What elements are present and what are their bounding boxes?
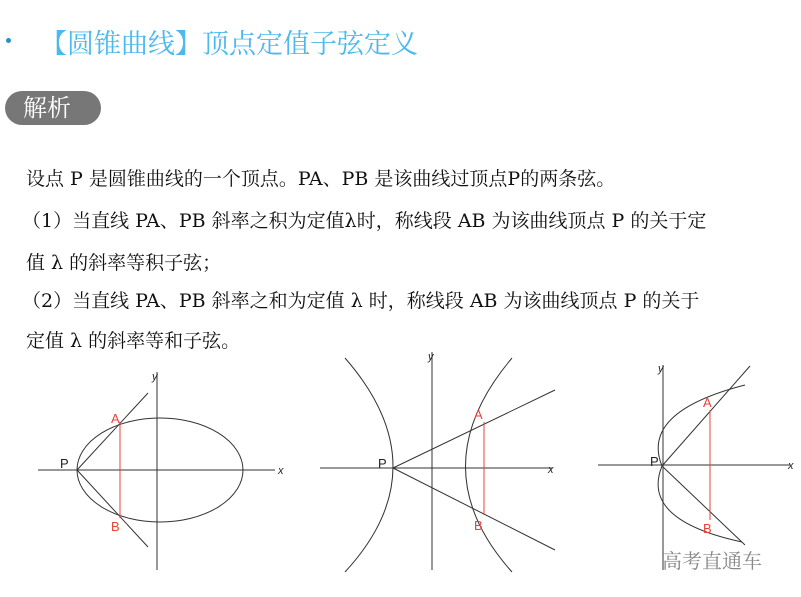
label-y: y — [658, 363, 664, 375]
paragraph: 设点 P 是圆锥曲线的一个顶点。PA、PB 是该曲线过顶点P的两条弦。 — [26, 168, 616, 190]
label-x: x — [548, 464, 554, 476]
label-p: P — [650, 454, 659, 469]
label-p: P — [60, 456, 69, 471]
label-a: A — [474, 407, 483, 422]
label-a: A — [703, 395, 712, 410]
paragraph: （2）当直线 PA、PB 斜率之和为定值 λ 时，称线段 AB 为该曲线顶点 P 的关于 — [22, 290, 700, 312]
ellipse-diagram — [38, 372, 275, 570]
label-x: x — [788, 460, 794, 472]
label-b: B — [474, 518, 483, 533]
paragraph: （1）当直线 PA、PB 斜率之积为定值λ时，称线段 AB 为该曲线顶点 P 的关于定 — [22, 210, 707, 232]
parabola-diagram — [598, 365, 790, 570]
paragraph: 值 λ 的斜率等积子弦； — [26, 252, 222, 274]
paragraph: 定值 λ 的斜率等和子弦。 — [26, 330, 241, 352]
label-b: B — [703, 521, 712, 536]
hyperbola-diagram — [320, 352, 555, 572]
page-title: 【圆锥曲线】顶点定值子弦定义 — [40, 29, 418, 60]
label-y: y — [428, 351, 434, 363]
watermark: 高考直通车 — [662, 549, 762, 573]
label-b: B — [111, 519, 120, 534]
label-x: x — [278, 465, 284, 477]
label-y: y — [152, 371, 158, 383]
label-p: P — [378, 456, 387, 471]
analysis-badge: 解析 — [5, 91, 101, 125]
label-a: A — [111, 411, 120, 426]
